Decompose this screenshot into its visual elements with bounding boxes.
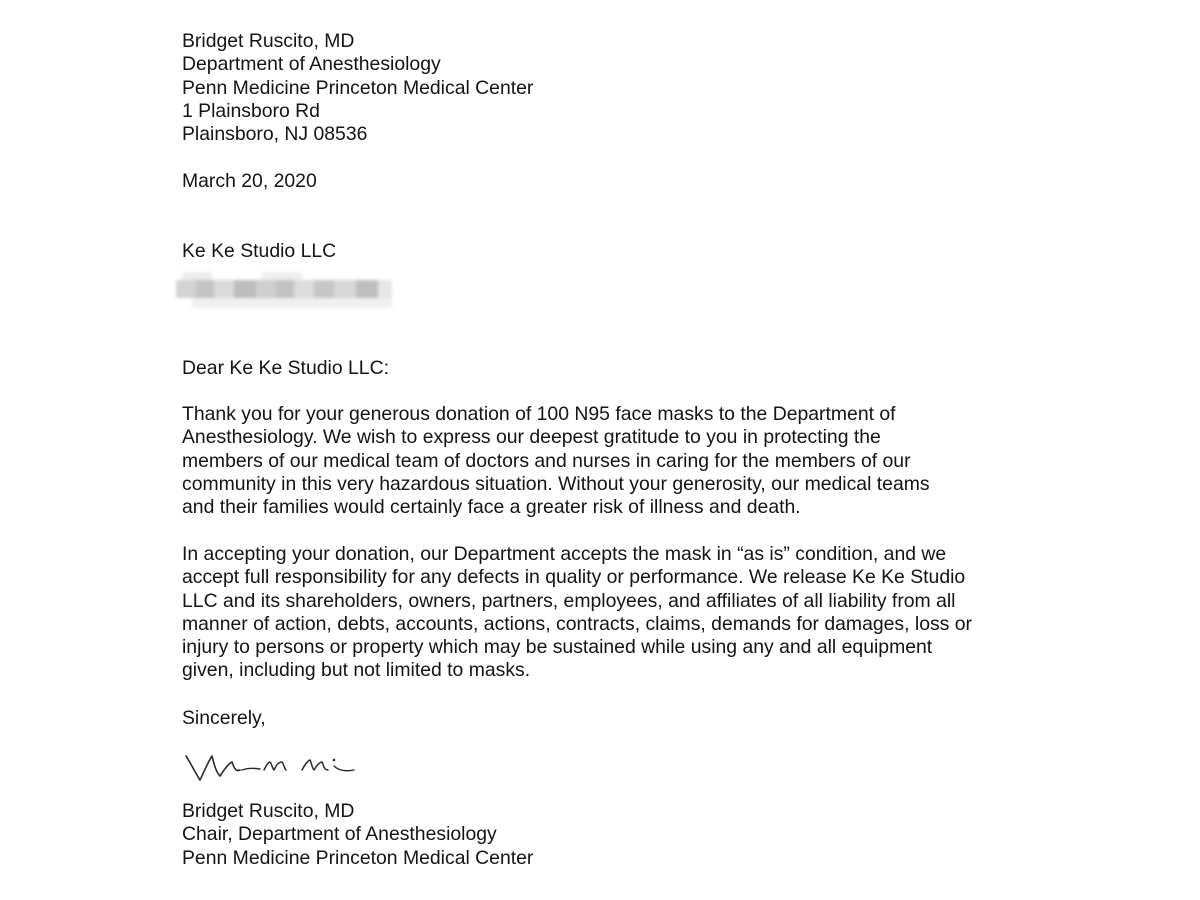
paragraph-1-line: community in this very hazardous situation. Without your generosity, our medical teams [182,472,930,495]
handwritten-signature [182,740,362,788]
paragraph-2-line: injury to persons or property which may be sustained while using any and all equipment [182,636,933,659]
paragraph-2-line: manner of action, debts, accounts, actions, contracts, claims, demands for damages, loss or [182,612,973,635]
paragraph-1-line: members of our medical team of doctors and nurses in caring for the members of our [182,449,911,472]
paragraph-1-line: and their families would certainly face a greater risk of illness and death. [182,496,801,519]
paragraph-2-line: given, including but not limited to masks. [182,659,531,682]
paragraph-2-line: LLC and its shareholders, owners, partners, employees, and affiliates of all liability from all [182,589,956,612]
salutation [182,357,389,380]
paragraph-1 [182,403,930,519]
signatory-organization: Penn Medicine Princeton Medical Center [182,846,534,869]
salutation-text: Dear Ke Ke Studio LLC: [182,357,389,379]
letter-date [182,170,317,193]
paragraph-1-line: Thank you for your generous donation of 100 N95 face masks to the Department of [182,403,896,425]
signature-block [182,800,533,870]
redacted-address-blur [172,270,398,310]
closing [182,707,266,730]
paragraph-2 [182,543,972,683]
paragraph-1-line: Anesthesiology. We wish to express our deepest gratitude to you in protecting the [182,426,881,449]
sender-department: Department of Anesthesiology [182,53,441,76]
recipient-name: Ke Ke Studio LLC [182,240,337,262]
date-text: March 20, 2020 [182,170,317,192]
sender-organization: Penn Medicine Princeton Medical Center [182,76,534,99]
paragraph-2-line: accept full responsibility for any defects in quality or performance. We release Ke Ke Studio [182,566,966,589]
sender-name: Bridget Ruscito, MD [182,30,355,52]
sender-street: 1 Plainsboro Rd [182,99,320,122]
closing-text: Sincerely, [182,707,266,729]
paragraph-2-line: In accepting your donation, our Department accepts the mask in “as is” condition, and we [182,543,947,565]
sender-city-state-zip: Plainsboro, NJ 08536 [182,123,368,146]
recipient-address [182,240,336,263]
signatory-name: Bridget Ruscito, MD [182,800,355,822]
signatory-title: Chair, Department of Anesthesiology [182,823,497,846]
sender-address [182,30,533,146]
